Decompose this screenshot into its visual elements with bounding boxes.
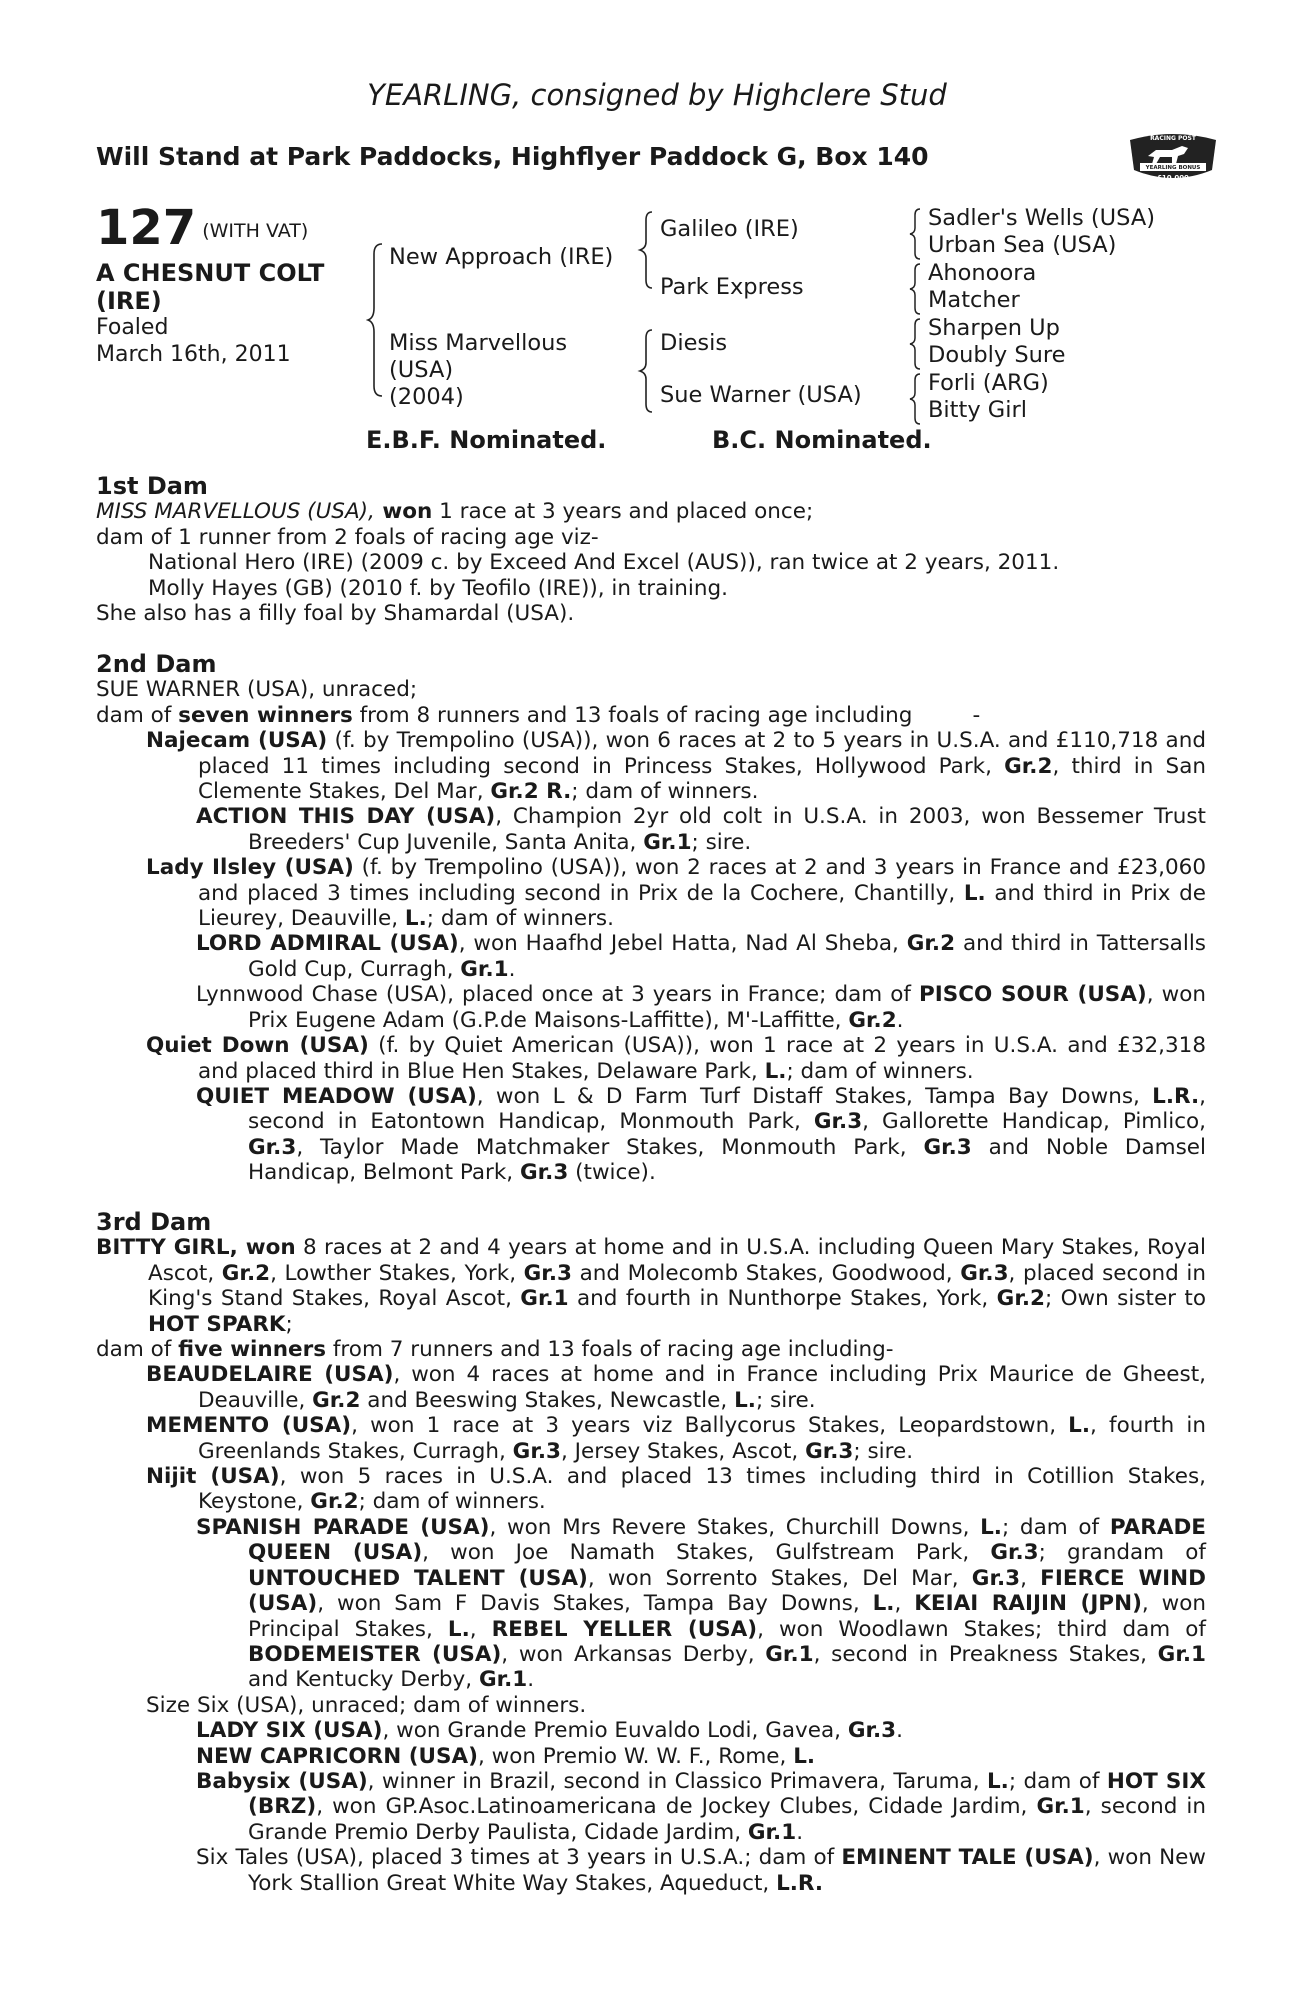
- third-dam-bitty-girl: BITTY GIRL, won 8 races at 2 and 4 years at home and in U.S.A. including Queen Mary Stakes, Royal Ascot, Gr.2, Lowther Stakes, York, Gr.3 and Molecomb Stakes, Goodwood, Gr.3, placed second in King's Stand Stakes, Royal Ascot, Gr.1 and fourth in Nunthorpe Stakes, York, Gr.2; Own sister to HOT SPARK;: [96, 1235, 1207, 1337]
- vat-label: (WITH VAT): [202, 220, 309, 242]
- foaled-label: Foaled: [96, 315, 169, 340]
- pedigree-g7: Forli (ARG): [928, 370, 1049, 396]
- first-dam-produce-1: National Hero (IRE) (2009 c. by Exceed And Excel (AUS)), ran twice at 2 years, 2011.: [148, 550, 1060, 576]
- pedigree-g3: Ahonoora: [928, 260, 1037, 286]
- lot-number-value: 127: [96, 200, 197, 256]
- dam-line-brace: [636, 326, 656, 416]
- produce-six-tales: Six Tales (USA), placed 3 times at 3 years in U.S.A.; dam of EMINENT TALE (USA), won New York Stallion Great White Way Stakes, Aqueduct, L.R.: [196, 1845, 1206, 1896]
- yearling-bonus-logo: [1126, 126, 1220, 190]
- produce-lady-ilsley: Lady Ilsley (USA) (f. by Trempolino (USA)), won 2 races at 2 and 3 years in France and £23,060 and placed 3 times including second in Prix de la Cochere, Chantilly, L. and third in Prix de Lieurey, Deauville, L.; dam of winners.: [146, 855, 1207, 932]
- foaled-info: [96, 314, 291, 368]
- produce-quiet-down: Quiet Down (USA) (f. by Quiet American (USA)), won 1 race at 2 years in U.S.A. and £32,318 and placed third in Blue Hen Stakes, Delaware Park, L.; dam of winners.: [146, 1033, 1206, 1084]
- produce-quiet-meadow: QUIET MEADOW (USA), won L & D Farm Turf Distaff Stakes, Tampa Bay Downs, L.R., second in Eatontown Handicap, Monmouth Park, Gr.3, Gallorette Handicap, Pimlico, Gr.3, Taylor Made Matchmaker Stakes, Monmouth Park, Gr.3 and Noble Damsel Handicap, Belmont Park, Gr.3 (twice).: [196, 1083, 1206, 1186]
- produce-memento: MEMENTO (USA), won 1 race at 3 years viz Ballycorus Stakes, Leopardstown, L., fourth in Greenlands Stakes, Curragh, Gr.3, Jersey Stakes, Ascot, Gr.3; sire.: [146, 1413, 1206, 1464]
- sire-dam-brace: [366, 240, 386, 400]
- sire-line-brace: [636, 208, 656, 292]
- pedigree-g2: Urban Sea (USA): [928, 232, 1117, 258]
- produce-nijit: Nijit (USA), won 5 races in U.S.A. and placed 13 times including third in Cotillion Stakes, Keystone, Gr.2; dam of winners.: [146, 1464, 1206, 1515]
- lot-number: [96, 200, 309, 256]
- pedigree-g6: Doubly Sure: [928, 342, 1066, 368]
- stand-location: Will Stand at Park Paddocks, Highflyer Paddock G, Box 140: [96, 142, 929, 171]
- pedigree-g5: Sharpen Up: [928, 315, 1060, 341]
- bc-nominated: B.C. Nominated.: [712, 426, 932, 454]
- foaled-date: March 16th, 2011: [96, 342, 291, 367]
- logo-text-mid: YEARLING BONUS: [1145, 165, 1201, 171]
- first-dam-line-1: MISS MARVELLOUS (USA), won 1 race at 3 years and placed once;: [96, 499, 814, 525]
- pedigree-dam-line-3: (2004): [389, 384, 464, 410]
- second-dam-heading: 2nd Dam: [96, 650, 217, 678]
- produce-lady-six: LADY SIX (USA), won Grande Premio Euvaldo Lodi, Gavea, Gr.3.: [196, 1718, 903, 1744]
- pedigree-dam-dam: Sue Warner (USA): [660, 382, 862, 408]
- first-dam-heading: 1st Dam: [96, 472, 208, 500]
- produce-lord-admiral: LORD ADMIRAL (USA), won Haafhd Jebel Hatta, Nad Al Sheba, Gr.2 and third in Tattersalls Gold Cup, Curragh, Gr.1.: [196, 931, 1207, 982]
- lot-description: [96, 259, 366, 315]
- pedigree-dam-sire: Diesis: [660, 330, 728, 356]
- third-dam-heading: 3rd Dam: [96, 1208, 212, 1236]
- first-dam-line-2: dam of 1 runner from 2 foals of racing age viz-: [96, 524, 599, 550]
- second-dam-line-1: SUE WARNER (USA), unraced;: [96, 677, 418, 703]
- pedigree-dam-line-1: Miss Marvellous: [389, 330, 568, 356]
- produce-najecam: Najecam (USA) (f. by Trempolino (USA)), won 6 races at 2 to 5 years in U.S.A. and £110,718 and placed 11 times including second in Princess Stakes, Hollywood Park, Gr.2, third in San Clemente Stakes, Del Mar, Gr.2 R.; dam of winners.: [146, 728, 1206, 805]
- first-dam-line-5: She also has a filly foal by Shamardal (USA).: [96, 601, 575, 627]
- pedigree-sire-sire: Galileo (IRE): [660, 216, 799, 242]
- produce-babysix: Babysix (USA), winner in Brazil, second in Classico Primavera, Taruma, L.; dam of HOT SIX (BRZ), won GP.Asoc.Latinoamericana de Jockey Clubes, Cidade Jardim, Gr.1, second in Grande Premio Derby Paulista, Cidade Jardim, Gr.1.: [196, 1768, 1207, 1845]
- pedigree-g8: Bitty Girl: [928, 397, 1027, 423]
- pedigree-sire: New Approach (IRE): [389, 244, 614, 270]
- logo-text-bot: £10,000: [1157, 174, 1189, 182]
- produce-action-this-day: ACTION THIS DAY (USA), Champion 2yr old colt in U.S.A. in 2003, won Bessemer Trust Breeders' Cup Juvenile, Santa Anita, Gr.1; sire.: [196, 804, 1206, 855]
- g-brace-4: [906, 371, 924, 427]
- produce-beaudelaire: BEAUDELAIRE (USA), won 4 races at home and in France including Prix Maurice de Gheest, Deauville, Gr.2 and Beeswing Stakes, Newcastle, L.; sire.: [146, 1362, 1206, 1413]
- third-dam-dam-of: dam of five winners from 7 runners and 13 foals of racing age including-: [96, 1337, 894, 1363]
- lot-description-line-2: (IRE): [96, 287, 162, 315]
- pedigree-dam-line-2: (USA): [389, 357, 454, 383]
- ebf-nominated: E.B.F. Nominated.: [366, 426, 607, 454]
- second-dam-line-2: dam of seven winners from 8 runners and 13 foals of racing age including -: [96, 702, 981, 728]
- third-dam-section: [96, 1210, 1206, 1896]
- logo-text-top: RACING POST: [1150, 135, 1196, 142]
- pedigree-g4: Matcher: [928, 287, 1020, 313]
- produce-spanish-parade: SPANISH PARADE (USA), won Mrs Revere Stakes, Churchill Downs, L.; dam of PARADE QUEEN (USA), won Joe Namath Stakes, Gulfstream Park, Gr.3; grandam of UNTOUCHED TALENT (USA), won Sorrento Stakes, Del Mar, Gr.3, FIERCE WIND (USA), won Sam F Davis Stakes, Tampa Bay Downs, L., KEIAI RAIJIN (JPN), won Principal Stakes, L., REBEL YELLER (USA), won Woodlawn Stakes; third dam of BODEMEISTER (USA), won Arkansas Derby, Gr.1, second in Preakness Stakes, Gr.1 and Kentucky Derby, Gr.1.: [196, 1514, 1206, 1693]
- first-dam-section: [96, 474, 1206, 626]
- page-title: YEARLING, consigned by Highclere Stud: [367, 78, 947, 112]
- produce-size-six: Size Six (USA), unraced; dam of winners.: [146, 1692, 587, 1718]
- pedigree-g1: Sadler's Wells (USA): [928, 205, 1156, 231]
- second-dam-section: [96, 652, 1206, 1186]
- g-brace-1: [906, 206, 924, 262]
- pedigree-sire-dam: Park Express: [660, 274, 804, 300]
- first-dam-produce-2: Molly Hayes (GB) (2010 f. by Teofilo (IRE)), in training.: [148, 575, 728, 601]
- produce-new-capricorn: NEW CAPRICORN (USA), won Premio W. W. F., Rome, L.: [196, 1743, 816, 1769]
- lot-description-line-1: A CHESNUT COLT: [96, 259, 325, 287]
- produce-lynnwood-chase: Lynnwood Chase (USA), placed once at 3 years in France; dam of PISCO SOUR (USA), won Prix Eugene Adam (G.P.de Maisons-Laffitte), M'-Laffitte, Gr.2.: [196, 982, 1206, 1033]
- g-brace-2: [906, 261, 924, 317]
- g-brace-3: [906, 316, 924, 372]
